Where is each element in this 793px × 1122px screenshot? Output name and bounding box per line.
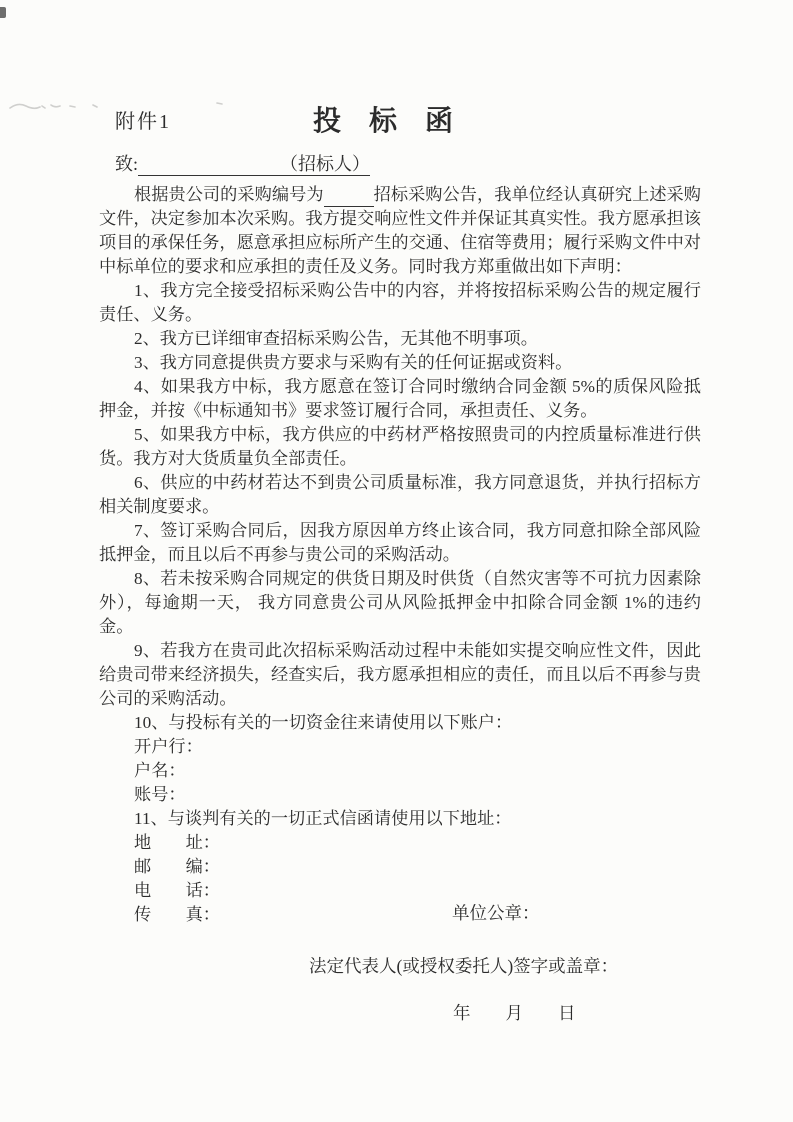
item-10: 10、与投标有关的一切资金往来请使用以下账户： (134, 713, 513, 732)
company-seal-label: 单位公章： (452, 903, 540, 923)
date-line: 年 月 日 (453, 1003, 576, 1023)
item-2: 2、我方已详细审查招标采购公告，无其他不明事项。 (134, 329, 538, 348)
salutation-prefix: 致: (115, 154, 139, 174)
address-field: 地 址： (134, 833, 220, 852)
intro-before-blank: 根据贵公司的采购编号为 (134, 185, 324, 204)
salutation-suffix: （招标人） (280, 154, 371, 174)
item-11: 11、与谈判有关的一切正式信函请使用以下地址： (134, 809, 512, 828)
fax-field: 传 真： (134, 905, 220, 924)
procurement-number-blank (324, 189, 374, 207)
addressee-blank (138, 156, 280, 176)
legal-representative-label: 法定代表人(或授权委托人)签字或盖章： (309, 956, 619, 976)
account-name-field: 户名： (134, 761, 186, 780)
item-7: 7、签订采购合同后，因我方原因单方终止该合同，我方同意扣除全部风险抵押金，而且以后不再参与贵公司的采购活动。 (99, 521, 701, 564)
item-8: 8、若未按采购合同规定的供货日期及时供货（自然灾害等不可抗力因素除外），每逾期一天， 我方同意贵公司从风险抵押金中扣除合同金额 1%的违约金。 (99, 569, 701, 636)
item-3: 3、我方同意提供贵方要求与采购有关的任何证据或资料。 (134, 353, 573, 372)
page-title: 投 标 函 (312, 106, 453, 137)
letter-body (99, 183, 701, 927)
attachment-label: 附件1 (115, 111, 171, 133)
item-5: 5、如果我方中标，我方供应的中药材严格按照贵司的内控质量标准进行供货。我方对大货质量负全部责任。 (99, 425, 701, 468)
salutation-line (115, 150, 370, 176)
item-4: 4、如果我方中标，我方愿意在签订合同时缴纳合同金额 5%的质保风险抵押金，并按《中标通知书》要求签订履行合同，承担责任、义务。 (99, 377, 701, 420)
intro-paragraph (99, 183, 701, 279)
bank-field: 开户行： (134, 737, 203, 756)
document-header (99, 99, 701, 135)
item-9: 9、若我方在贵司此次招标采购活动过程中未能如实提交响应性文件，因此给贵司带来经济损失，经查实后，我方愿承担相应的责任，而且以后不再参与贵公司的采购活动。 (99, 641, 701, 708)
account-number-field: 账号： (134, 785, 186, 804)
item-1: 1、我方完全接受招标采购公告中的内容，并将按招标采购公告的规定履行责任、义务。 (99, 281, 701, 324)
intro-after-blank: 招标采购公告，我单位经认真研究上述采购文件，决定参加本次采购。我方提交响应性文件并保证其真实性。我方愿承担该项目的承保任务，愿意承担应标所产生的交通、住宿等费用；履行采购文件中对中标单位的要求和应承担的责任及义务。同时我方郑重做出如下声明： (99, 185, 701, 276)
postcode-field: 邮 编： (134, 857, 220, 876)
scan-edge-mark (0, 7, 6, 18)
phone-field: 电 话： (134, 881, 220, 900)
item-6: 6、供应的中药材若达不到贵公司质量标准，我方同意退货，并执行招标方相关制度要求。 (99, 473, 701, 516)
